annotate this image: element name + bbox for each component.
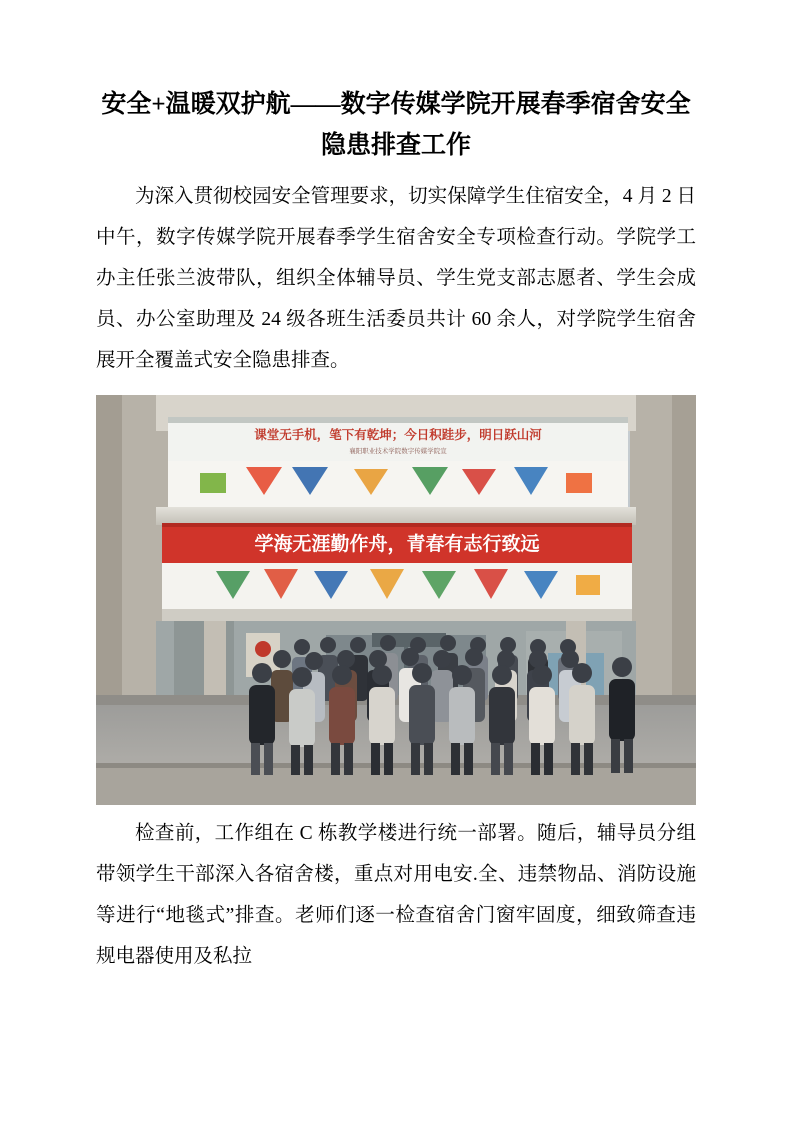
svg-text:课堂无手机，笔下有乾坤；今日积跬步，明日跃山河: 课堂无手机，笔下有乾坤；今日积跬步，明日跃山河 <box>254 427 542 442</box>
svg-text:学海无涯勤作舟，青春有志行致远: 学海无涯勤作舟，青春有志行致远 <box>254 533 540 555</box>
page-title: 安全+温暖双护航——数字传媒学院开展春季宿舍安全隐患排查工作 <box>101 91 691 159</box>
photo-group-students <box>96 395 696 805</box>
photo-illustration <box>96 395 696 805</box>
paragraph-2: 检查前，工作组在 C 栋教学楼进行统一部署。随后，辅导员分组带领学生干部深入各宿舍楼，重点对用电安.全、违禁物品、消防设施等进行“地毯式”排查。老师们逐一检查宿舍门窗牢固度，细致筛查违规电器使用及私拉 <box>96 823 696 967</box>
paragraph-1: 为深入贯彻校园安全管理要求，切实保障学生住宿安全，4 月 2 日中午，数字传媒学院开展春季学生宿舍安全专项检查行动。学院学工办主任张兰波带队，组织全体辅导员、学生党支部志愿者、学生会成员、办公室助理及 24 级各班生活委员共计 60 余人，对学院学生宿舍展开全覆盖式安全隐患排查。 <box>96 186 696 371</box>
svg-text:襄阳职业技术学院数字传媒学院宣: 襄阳职业技术学院数字传媒学院宣 <box>349 447 447 455</box>
document-content <box>96 84 696 977</box>
